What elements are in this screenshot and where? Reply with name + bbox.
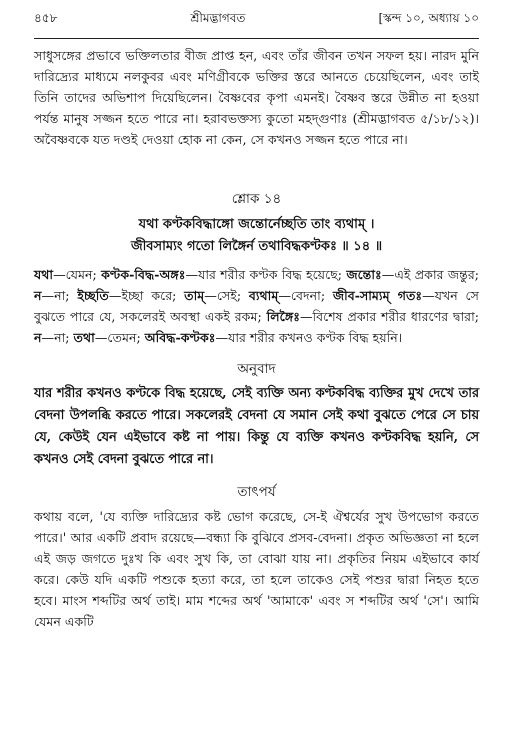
synonym-term: জন্তোঃ xyxy=(346,267,382,282)
synonym-meaning: —ইচ্ছা করে; xyxy=(108,288,185,303)
verse-title: শ্লোক ১৪ xyxy=(231,191,282,207)
synonym-meaning: —যার শরীর কখনও কণ্টক বিদ্ধ হয়নি। xyxy=(215,330,403,345)
book-title: শ্রীমদ্ভাগবত xyxy=(190,11,246,25)
synonym-term: ন xyxy=(34,288,42,303)
purport-paragraph: কথায় বলে, 'যে ব্যক্তি দারিদ্র্যের কষ্ট ভোগ করেছে, সে-ই ঐশ্বর্যের সুখ উপভোগ করতে পারে।' আর একটি প্রবাদ রয়েছে—বন্ধ্যা কি বুঝিবে প্রসব-বেদনা। প্রকৃত অভিজ্ঞতা না হলে এই জড় জগতে দুঃখ কি এবং সুখ কি, তা বোঝা যায় না। প্রকৃতির নিয়ম এইভাবে কার্য করে। কেউ যদি একটি পশুকে হত্যা করে, তা হলে তাকেও সেই পশুর দ্বারা নিহত হতে হবে। মাংস শব্দটির অর্থ তাই। মাম শব্দের অর্থ 'আমাকে' এবং স শব্দটির অর্থ 'সে'। আমি যেমন একটি xyxy=(34,509,479,629)
synonym-term: তাম্ xyxy=(184,288,205,303)
page-number: ৪৫৮ xyxy=(34,11,58,25)
synonym-meaning: —বেদনা; xyxy=(278,288,333,303)
synonym-meaning: —তেমন; xyxy=(94,330,145,345)
purport-title: তাৎপর্য xyxy=(237,484,276,500)
synonym-term: ন xyxy=(34,330,42,345)
synonym-term: লিঙ্গৈঃ xyxy=(266,309,300,324)
intro-paragraph: সাধুসঙ্গের প্রভাবে ভক্তিলতার বীজ প্রাপ্ত হন, এবং তাঁর জীবন তখন সফল হয়। নারদ মুনি দারিদ্র্যের মাধ্যমে নলকুবর এবং মণিগ্রীবকে ভক্তির স্তরে আনতে চেয়েছিলেন, এবং তাই তিনি তাদের অভিশাপ দিয়েছিলেন। বৈষ্ণবের কৃপা এমনই। বৈষ্ণব স্তরে উন্নীত না হওয়া পর্যন্ত মানুষ সজ্জন হতে পারে না। হরাবভক্তস্য কুতো মহদ্গুণাঃ (শ্রীমদ্ভাগবত ৫/১৮/১২)। অবৈষ্ণবকে যত দণ্ডই দেওয়া হোক না কেন, সে কখনও সজ্জন হতে পারে না। xyxy=(34,48,479,147)
synonyms-paragraph xyxy=(34,264,479,348)
synonym-meaning: —যখন সে বুঝতে পারে যে, সকলেরই অবস্থা একই রকম; xyxy=(34,288,479,324)
synonym-meaning: —না; xyxy=(41,288,78,303)
synonym-term: ব্যথাম্ xyxy=(248,288,279,303)
chapter-reference: [স্কন্দ ১০, অধ্যায় ১০ xyxy=(378,11,479,25)
synonym-term: অবিদ্ধ-কণ্টকঃ xyxy=(144,330,216,345)
synonym-term: জীব-সাম্যম্ গতঃ xyxy=(332,288,423,303)
synonym-meaning: —যেমন; xyxy=(53,267,102,282)
page-header xyxy=(34,10,479,32)
verse-line: জীবসাম্যং গতো লিঙ্গৈর্ন তথাবিদ্ধকণ্টকঃ ॥ ১৪ ॥ xyxy=(130,239,383,254)
synonym-meaning: —না; xyxy=(41,330,74,345)
translation-paragraph: যার শরীর কখনও কণ্টকে বিদ্ধ হয়েছে, সেই ব্যক্তি অন্য কণ্টকবিদ্ধ ব্যক্তির মুখ দেখে তার বেদনা উপলব্ধি করতে পারে। সকলেরই বেদনা যে সমান সেই কথা বুঝতে পেরে সে চায় যে, কেউই যেন এইভাবে কষ্ট না পায়। কিন্তু যে ব্যক্তি কখনও কণ্টকবিদ্ধ হয়নি, সে কখনও সেই বেদনা বুঝতে পারে না। xyxy=(34,386,479,467)
header-rule xyxy=(34,38,479,39)
synonym-meaning: —যার শরীর কণ্টক বিদ্ধ হয়েছে; xyxy=(185,267,347,282)
synonym-term: তথা xyxy=(73,330,95,345)
synonym-term: ইচ্ছতি xyxy=(77,288,109,303)
synonym-term: কণ্টক-বিদ্ধ-অঙ্গঃ xyxy=(101,267,186,282)
synonym-term: যথা xyxy=(34,267,54,282)
translation-title: অনুবাদ xyxy=(237,361,276,377)
synonym-meaning: —বিশেষ প্রকার শরীর ধারণের দ্বারা; xyxy=(299,309,479,324)
synonym-meaning: —সেই; xyxy=(204,288,249,303)
verse-line: যথা কণ্টকবিদ্ধাঙ্গো জন্তোর্নেচ্ছতি তাং ব্যথাম্ । xyxy=(138,217,375,232)
synonym-meaning: —এই প্রকার জন্তুর; xyxy=(381,267,479,282)
